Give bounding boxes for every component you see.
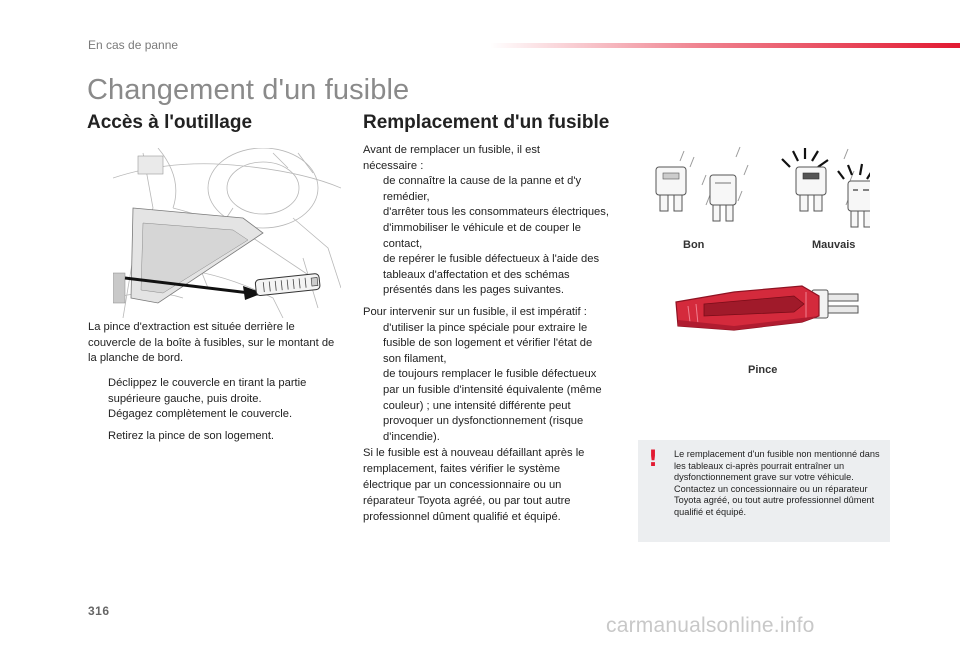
intro2-text: Pour intervenir sur un fusible, il est impératif : <box>363 305 587 318</box>
fuse-puller-svg <box>674 282 864 342</box>
outro-text: Si le fusible est à nouveau défaillant après le remplacement, faites vérifier le système électrique par un concessionnaire ou un réparateur Toyota agréé, ou par tout autre professionnel dûment qualifié et équipé. <box>363 447 585 524</box>
heading-fuse-replacement: Remplacement d'un fusible <box>363 112 610 133</box>
fuse-bad-caption: Mauvais <box>812 239 856 251</box>
list-item: de repérer le fusible défectueux à l'aide des tableaux d'affectation et des schémas présentés dans les pages suivantes. <box>383 253 600 297</box>
heading-tool-access: Accès à l'outillage <box>87 112 253 133</box>
left-bullet-list <box>88 376 343 444</box>
dashboard-fusebox-illustration <box>113 148 341 318</box>
fuse-replacement-body <box>363 143 613 525</box>
warning-text: Le remplacement d'un fusible non mentionné dans les tableaux ci-après pourrait entraîner un dysfonctionnement grave sur votre véhicule. Contactez un concessionnaire ou un réparateur Toyota agréé, ou tout autre professionnel dûment qualifié et équipé. <box>674 449 880 517</box>
dashboard-illustration-svg <box>113 148 341 318</box>
requirements-list <box>363 321 613 446</box>
list-item: d'utiliser la pince spéciale pour extraire le fusible de son logement et vérifier l'état de son filament, <box>383 321 593 365</box>
list-item: Retirez la pince de son logement. <box>108 429 275 442</box>
tool-location-paragraph: La pince d'extraction est située derrière le couvercle de la boîte à fusibles, sur le montant de la planche de bord. <box>88 321 335 365</box>
section-header: En cas de panne <box>88 38 179 52</box>
fuse-puller-caption: Pince <box>748 364 778 376</box>
list-item: Dégagez complètement le couvercle. <box>108 408 293 421</box>
list-item: Déclippez le couvercle en tirant la partie supérieure gauche, puis droite. <box>108 377 307 405</box>
page-title: Changement d'un fusible <box>87 74 410 106</box>
prerequisites-list <box>363 174 613 299</box>
fuse-puller-illustration <box>674 282 864 342</box>
fuse-comparison-svg <box>640 145 870 235</box>
watermark-footer: carmanualsonline.info <box>606 614 815 637</box>
list-item: de toujours remplacer le fusible défectueux par un fusible d'intensité équivalente (même couleur) ; une intensité différente peut provoquer un dysfonctionnement (risque d'incendie). <box>383 368 602 443</box>
page-number: 316 <box>88 604 110 618</box>
list-item: de connaître la cause de la panne et d'y remédier, <box>383 175 582 203</box>
header-accent-bar <box>490 43 960 48</box>
fuse-good-caption: Bon <box>683 239 705 251</box>
list-item: d'immobiliser le véhicule et de couper le contact, <box>383 221 582 250</box>
fuse-comparison-illustration <box>640 145 870 235</box>
warning-exclamation-icon: ! <box>648 447 659 472</box>
list-item: d'arrêter tous les consommateurs électriques, <box>383 206 609 219</box>
intro-text: Avant de remplacer un fusible, il est nécessaire : <box>363 144 541 172</box>
